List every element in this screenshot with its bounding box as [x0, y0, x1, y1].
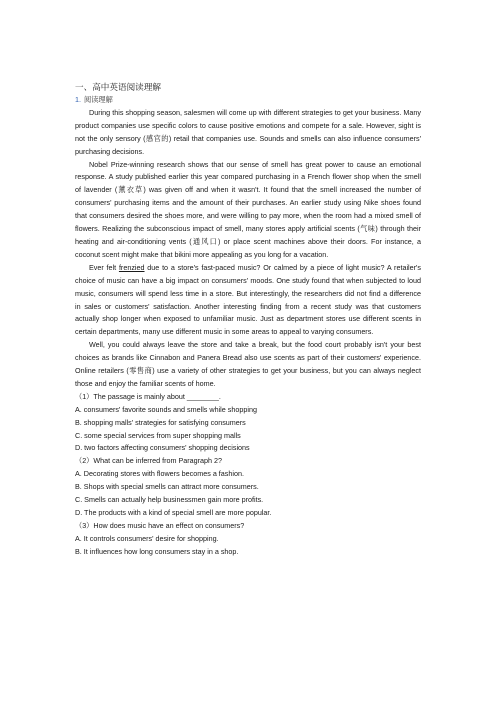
option-d: D. The products with a kind of special smell are more popular.: [75, 508, 272, 517]
question-stem: （1）The passage is mainly about ________.: [75, 391, 221, 401]
paragraph-1: During this shopping season, salesmen will come up with different strategies to get your business. Many product companies use specific colors to cause positive emotions and compete for a sale. However, sight is not the only sensory (感官的) retail that companies use. Sounds and smells can also influence consumers' purchasing decisions.: [75, 107, 421, 156]
question-2: [75, 455, 421, 520]
question-stem: （3）How does music have an effect on consumers?: [75, 520, 245, 530]
paragraph-2: Nobel Prize-winning research shows that our sense of smell has great power to cause an emotional response. A study published earlier this year compared purchasing in a French flower shop when the smell of lavender (薰衣草) was given off and when it wasn't. It found that the smell increased the number of consumers' purchasing items and the amount of their purchases. An earlier study using Nike shoes found that consumers desired the shoes more, and were willing to pay more, when the room had a mixed smell of flowers. Realizing the subconscious impact of smell, many stores apply artificial scents (气味) through their heating and air-conditioning vents (通风口) or place scent machines above their doors. For instance, a coconut scent might make that bikini more appealing as you long for a vacation.: [75, 159, 421, 259]
subsection-heading: [75, 94, 421, 107]
paragraph-3-body: due to a store's fast-paced music? Or calmed by a piece of light music? A retailer's choice of music can have a big impact on consumers' moods. One study found that when subjected to loud music, consumers will spend less time in a store. But interestingly, the researchers did not find a difference in sales or customers' satisfaction. Another interesting finding from a recent study was that customers actually shop longer when exposed to unfamiliar music. Just as department stores use different scents in certain departments, many use different music in some areas to appeal to varying consumers.: [75, 262, 421, 337]
option-b: B. Shops with special smells can attract more consumers.: [75, 482, 259, 492]
question-1: [75, 391, 421, 456]
option-a: A. consumers' favorite sounds and smells while shopping: [75, 404, 257, 414]
option-a: A. It controls consumers' desire for shopping.: [75, 533, 219, 543]
subsection-number: 1.: [75, 95, 81, 104]
question-3: [75, 520, 421, 559]
subsection-label: 阅读理解: [84, 95, 113, 104]
option-b: B. It influences how long consumers stay in a shop.: [75, 546, 239, 556]
option-c: C. Smells can actually help businessmen gain more profits.: [75, 495, 264, 505]
option-c: C. some special services from super shopping malls: [75, 430, 241, 440]
underlined-word: frenzied: [118, 262, 145, 272]
option-d: D. two factors affecting consumers' shopping decisions: [75, 443, 250, 453]
paragraph-4: Well, you could always leave the store and take a break, but the food court probably isn't your best choices as brands like Cinnabon and Panera Bread also use scents as part of their customers' experience. Online retailers (零售商) use a variety of other strategies to get your business, but you can always neglect those and enjoy the familiar scents of home.: [75, 340, 421, 388]
document-page: [75, 80, 421, 559]
paragraph-3-lead: Ever felt: [89, 262, 117, 272]
section-title: 一、高中英语阅读理解: [75, 82, 161, 92]
paragraph-3: [75, 262, 421, 339]
option-b: B. shopping malls' strategies for satisfying consumers: [75, 417, 246, 427]
option-a: A. Decorating stores with flowers becomes a fashion.: [75, 469, 244, 479]
question-stem: （2）What can be inferred from Paragraph 2?: [75, 456, 223, 466]
